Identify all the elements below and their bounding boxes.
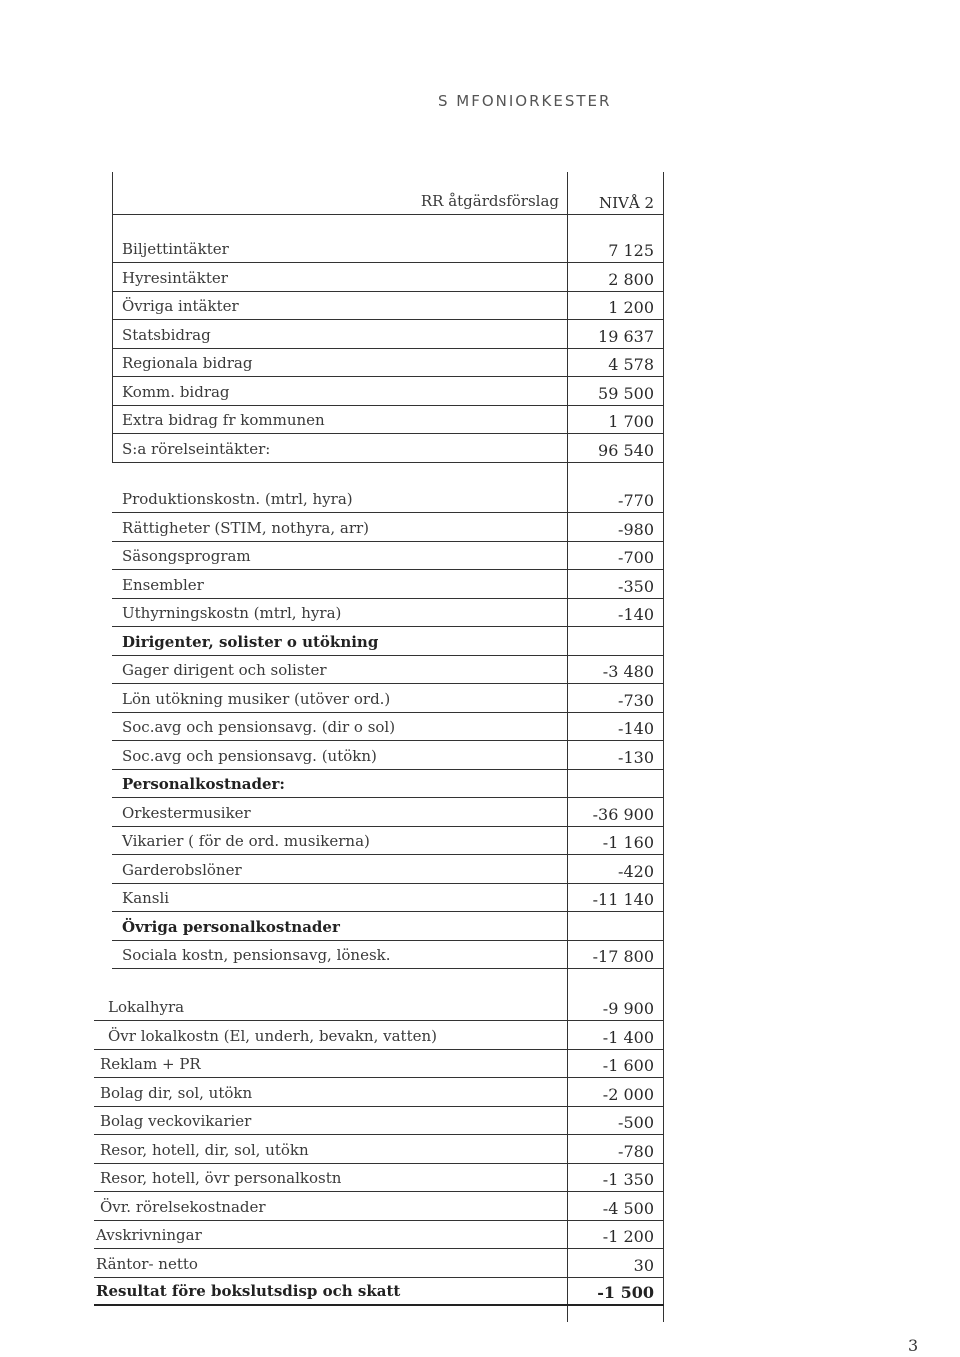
row-value: -17 800 — [592, 947, 654, 966]
row-label: Övriga personalkostnader — [122, 917, 340, 936]
table-row — [112, 741, 664, 770]
row-label: Lokalhyra — [108, 998, 185, 1016]
table-row — [112, 434, 664, 463]
row-label: Rättigheter (STIM, nothyra, arr) — [122, 518, 370, 537]
row-label: Övr lokalkostn (El, underh, bevakn, vatten) — [108, 1026, 437, 1045]
row-value: -9 900 — [602, 999, 654, 1018]
row-label: Extra bidrag fr kommunen — [122, 411, 325, 429]
table-row — [112, 484, 664, 513]
table-row — [94, 1220, 664, 1249]
table-row — [112, 769, 664, 798]
table-row — [112, 348, 664, 377]
row-value: -1 500 — [597, 1283, 654, 1302]
row-label: Räntor- netto — [96, 1254, 198, 1273]
row-value: 96 540 — [598, 440, 654, 460]
page-number: 3 — [908, 1336, 919, 1355]
table-row — [112, 405, 664, 434]
table-row — [94, 992, 664, 1021]
row-value: 7 125 — [608, 241, 654, 260]
table-row — [112, 513, 664, 542]
column-header-rr: RR åtgärdsförslag — [420, 192, 559, 210]
row-label: Gager dirigent och solister — [122, 661, 327, 679]
row-value: -500 — [618, 1113, 654, 1132]
row-value: -1 350 — [602, 1170, 654, 1189]
row-value: 1 200 — [608, 298, 654, 317]
row-value: -980 — [618, 519, 654, 539]
table-row — [112, 263, 664, 292]
row-label: Resor, hotell, övr personalkostn — [100, 1169, 342, 1187]
row-label: Avskrivningar — [96, 1226, 202, 1244]
table-row — [94, 1135, 664, 1164]
row-label: Lön utökning musiker (utöver ord.) — [122, 689, 391, 708]
row-label: Regionala bidrag — [122, 354, 253, 372]
table-row — [112, 291, 664, 320]
row-label: Garderobslöner — [122, 860, 242, 879]
row-value: -420 — [618, 861, 654, 881]
row-label: Bolag veckovikarier — [100, 1112, 252, 1130]
row-value: -1 400 — [602, 1027, 654, 1047]
row-value: 4 578 — [608, 355, 654, 374]
table-row — [112, 855, 664, 884]
row-value: -11 140 — [592, 890, 654, 909]
table-row — [94, 1277, 664, 1306]
table-row — [112, 798, 664, 827]
row-value: -36 900 — [592, 804, 654, 824]
row-value: -1 160 — [602, 833, 654, 852]
row-label: Kansli — [122, 889, 170, 907]
row-value: -2 000 — [602, 1084, 654, 1104]
row-value: -130 — [618, 747, 654, 767]
table-row — [112, 598, 664, 627]
row-label: Vikarier ( för de ord. musikerna) — [122, 832, 370, 850]
row-label: Ensembler — [122, 575, 204, 594]
table-row — [94, 1192, 664, 1221]
table-row — [112, 320, 664, 349]
row-value: -780 — [618, 1141, 654, 1161]
table-row — [112, 234, 664, 263]
table-row — [94, 1249, 664, 1278]
row-value: 30 — [633, 1255, 654, 1275]
row-label: Dirigenter, solister o utökning — [122, 632, 379, 651]
table-row — [112, 570, 664, 599]
table-row — [112, 541, 664, 570]
row-value: 2 800 — [608, 269, 654, 289]
table-row — [94, 1163, 664, 1192]
row-label: Hyresintäkter — [122, 268, 228, 287]
row-value: -3 480 — [602, 662, 654, 681]
row-label: Biljettintäkter — [122, 240, 229, 258]
row-label: Säsongsprogram — [122, 547, 251, 565]
row-value: -1 600 — [602, 1056, 654, 1075]
row-value: -770 — [618, 491, 654, 510]
row-value: 1 700 — [608, 412, 654, 431]
row-label: Personalkostnader: — [122, 775, 285, 793]
row-label: Statsbidrag — [122, 325, 211, 344]
row-label: Sociala kostn, pensionsavg, lönesk. — [122, 946, 391, 964]
column-header-level: NIVÅ 2 — [598, 194, 654, 212]
row-value: -140 — [618, 719, 654, 738]
table-row — [112, 684, 664, 713]
row-value: -1 200 — [602, 1227, 654, 1246]
row-label: Komm. bidrag — [122, 382, 230, 401]
table-row — [112, 655, 664, 684]
table-row — [112, 377, 664, 406]
table-header-row — [112, 186, 664, 215]
row-label: Produktionskostn. (mtrl, hyra) — [122, 490, 353, 508]
table-row — [94, 1078, 664, 1107]
budget-table — [92, 172, 664, 1322]
row-value: -700 — [618, 548, 654, 567]
table-row — [112, 826, 664, 855]
row-value: -140 — [618, 605, 654, 624]
table-row — [112, 883, 664, 912]
table-row — [112, 627, 664, 656]
row-label: Reklam + PR — [100, 1055, 201, 1073]
document-header: S MFONIORKESTER — [438, 92, 612, 110]
row-value: 19 637 — [598, 326, 654, 346]
row-label: Orkestermusiker — [122, 803, 251, 822]
row-label: S:a rörelseintäkter: — [122, 439, 271, 458]
row-label: Övr. rörelsekostnader — [100, 1197, 266, 1216]
row-label: Soc.avg och pensionsavg. (dir o sol) — [122, 718, 396, 736]
table-row — [94, 1049, 664, 1078]
row-label: Övriga intäkter — [122, 297, 239, 315]
table-row — [94, 1021, 664, 1050]
table-row — [112, 940, 664, 969]
row-value: -730 — [618, 690, 654, 710]
row-value: -350 — [618, 576, 654, 596]
row-label: Uthyrningskostn (mtrl, hyra) — [122, 604, 342, 622]
row-value: 59 500 — [598, 383, 654, 403]
table-row — [94, 1106, 664, 1135]
table-row — [112, 912, 664, 941]
table-row — [112, 712, 664, 741]
row-label: Soc.avg och pensionsavg. (utökn) — [122, 746, 377, 765]
row-value: -4 500 — [602, 1198, 654, 1218]
row-label: Bolag dir, sol, utökn — [100, 1083, 253, 1102]
row-label: Resor, hotell, dir, sol, utökn — [100, 1140, 309, 1159]
row-label: Resultat före bokslutsdisp och skatt — [96, 1282, 401, 1300]
